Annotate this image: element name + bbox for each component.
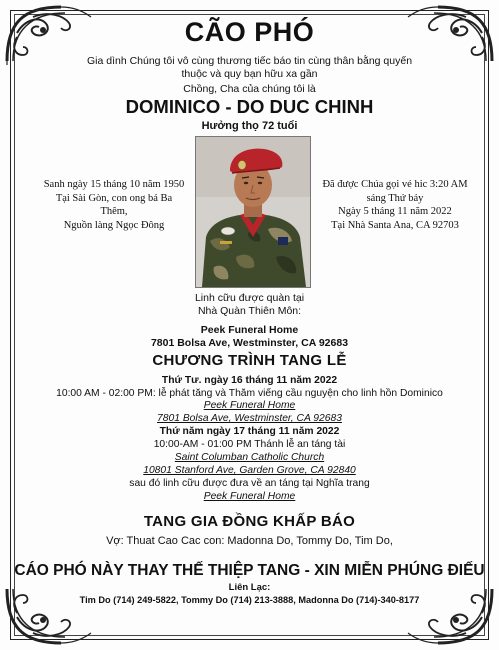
funeral-home-name: Peek Funeral Home	[200, 324, 299, 336]
contact-numbers: Tim Do (714) 249-5822, Tommy Do (714) 213-3888, Madonna Do (714)-340-8177	[79, 595, 420, 605]
lying-line: Nhà Quàn Thiên Môn:	[197, 304, 302, 317]
birth-line: Nguồn làng Ngọc Đông	[63, 219, 165, 231]
death-line: sáng Thứ bảy	[366, 192, 424, 204]
birth-info	[34, 178, 194, 232]
portrait-image	[196, 137, 310, 287]
day2-event: 10:00-AM - 01:00 PM Thánh lễ an táng tài	[153, 439, 346, 450]
family-title: TANG GIA ĐỒNG KHẤP BÁO	[143, 513, 356, 530]
day1-address-link[interactable]: 7801 Bolsa Ave, Westminster, CA 92683	[157, 413, 342, 424]
program-title: CHƯƠNG TRÌNH TANG LỄ	[152, 352, 347, 369]
day1-date: Thứ Tư. ngày 16 tháng 11 năm 2022	[161, 375, 338, 386]
page-title: CÃO PHÓ	[184, 17, 315, 47]
death-info	[320, 178, 470, 232]
death-line: Tại Nhà Santa Ana, CA 92703	[331, 219, 459, 231]
portrait-photo	[195, 136, 311, 288]
lying-in-state	[0, 292, 499, 317]
day1-event: 10:00 AM - 02:00 PM: lễ phát tăng và Thăm viếng cầu nguyện cho linh hồn Dominico	[56, 388, 443, 399]
day1-place-link[interactable]: Peek Funeral Home	[203, 400, 296, 411]
birth-line: Sanh ngày 15 tháng 10 năm 1950	[43, 179, 185, 190]
birth-line: Thêm,	[100, 206, 128, 217]
burial-note: sau đó linh cữu được đưa về an táng tại Nghĩa trang	[129, 478, 370, 489]
death-line: Ngày 5 tháng 11 năm 2022	[338, 206, 452, 217]
funeral-home-address: 7801 Bolsa Ave, Westminster, CA 92683	[150, 337, 349, 349]
birth-line: Tại Sài Gòn, con ong bá Ba	[55, 192, 173, 204]
family-members: Vợ: Thuat Cao Cac con: Madonna Do, Tommy Do, Tim Do,	[106, 535, 393, 547]
day2-date: Thứ năm ngày 17 tháng 11 năm 2022	[159, 426, 340, 437]
closing-notice: CÁO PHÓ NÀY THAY THẾ THIỆP TANG - XIN MIỄN PHÚNG ĐIẾU	[14, 562, 485, 579]
age-text: Hưởng thọ 72 tuổi	[201, 120, 298, 132]
relation-text: Chồng, Cha của chúng tôi là	[183, 83, 316, 95]
lying-line: Linh cữu được quàn tại	[194, 292, 305, 304]
church-address-link[interactable]: 10801 Stanford Ave, Garden Grove, CA 92840	[143, 465, 356, 476]
church-link[interactable]: Saint Columban Catholic Church	[174, 452, 325, 463]
death-line: Đã được Chúa gọi vé hic 3:20 AM	[322, 179, 468, 190]
intro-text: Gia dình Chúng tôi vô cùng thương tiếc báo tin cùng thân bằng quyến thuộc và quy bạn hữu xa gần	[86, 55, 413, 80]
deceased-name: DOMINICO - DO DUC CHINH	[125, 96, 374, 117]
burial-place-link[interactable]: Peek Funeral Home	[203, 491, 296, 502]
contact-label: Liên Lạc:	[228, 582, 271, 593]
